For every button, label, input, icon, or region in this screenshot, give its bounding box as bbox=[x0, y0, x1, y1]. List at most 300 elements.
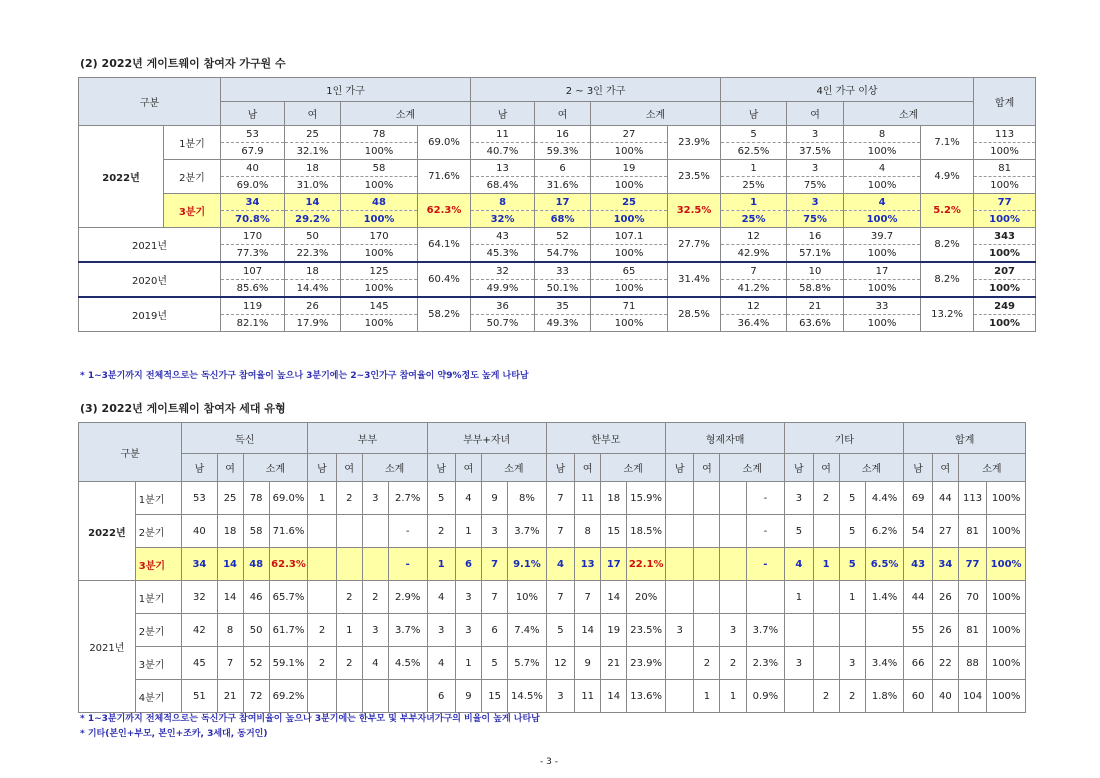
value-cell bbox=[362, 680, 388, 713]
header-male: 남 bbox=[427, 454, 455, 482]
section2-title: (2) 2022년 게이트웨이 참여자 가구원 수 bbox=[80, 57, 286, 70]
count-cell: 36 bbox=[471, 297, 535, 315]
count-cell: 113 bbox=[974, 126, 1036, 143]
value-cell: 5 bbox=[839, 548, 865, 581]
value-cell: 58 bbox=[243, 515, 269, 548]
household-type-table bbox=[78, 422, 1026, 713]
percent-cell: 59.3% bbox=[535, 143, 591, 160]
table-row bbox=[79, 315, 1036, 332]
percent-cell: 49.9% bbox=[471, 280, 535, 298]
header-group: 부부+자녀 bbox=[427, 423, 546, 454]
value-cell: 1 bbox=[308, 482, 336, 515]
value-cell: 22.1% bbox=[627, 548, 666, 581]
value-cell: 59.1% bbox=[269, 647, 308, 680]
value-cell bbox=[813, 614, 839, 647]
note-household-type: * 1~3분기까지 전체적으로는 독신가구 참여비율이 높으나 3분기에는 한부모 및 부부자녀가구의 비율이 높게 나타남 bbox=[80, 714, 540, 724]
header-group: 형제자매 bbox=[665, 423, 784, 454]
value-cell: 100% bbox=[987, 614, 1026, 647]
count-cell: 32 bbox=[471, 262, 535, 280]
value-cell: 23.9% bbox=[627, 647, 666, 680]
value-cell: 1 bbox=[455, 647, 481, 680]
count-cell: 107 bbox=[221, 262, 285, 280]
value-cell: 5 bbox=[427, 482, 455, 515]
value-cell: 2 bbox=[336, 647, 362, 680]
table-row bbox=[79, 177, 1036, 194]
section3-title: (3) 2022년 게이트웨이 참여자 세대 유형 bbox=[80, 402, 286, 415]
header-female: 여 bbox=[455, 454, 481, 482]
count-cell: 35 bbox=[535, 297, 591, 315]
count-cell: 25 bbox=[285, 126, 341, 143]
share-cell: 13.2% bbox=[921, 297, 974, 332]
value-cell: 77 bbox=[958, 548, 986, 581]
value-cell: 100% bbox=[987, 581, 1026, 614]
value-cell: 100% bbox=[987, 647, 1026, 680]
count-cell: 7 bbox=[721, 262, 787, 280]
quarter-label: 1분기 bbox=[135, 482, 182, 515]
value-cell: 3 bbox=[839, 647, 865, 680]
value-cell: 3.7% bbox=[388, 614, 427, 647]
count-cell: 145 bbox=[341, 297, 418, 315]
value-cell: 8 bbox=[575, 515, 601, 548]
value-cell: - bbox=[746, 515, 785, 548]
value-cell: 7 bbox=[217, 647, 243, 680]
value-cell: 6.5% bbox=[865, 548, 904, 581]
count-cell: 34 bbox=[221, 194, 285, 211]
value-cell: 4 bbox=[362, 647, 388, 680]
header-male: 남 bbox=[665, 454, 693, 482]
count-cell: 4 bbox=[844, 160, 921, 177]
value-cell: 2 bbox=[308, 647, 336, 680]
share-cell: 5.2% bbox=[921, 194, 974, 228]
value-cell: 5 bbox=[546, 614, 574, 647]
header-female: 여 bbox=[932, 454, 958, 482]
percent-cell: 29.2% bbox=[285, 211, 341, 228]
header-subtotal: 소계 bbox=[839, 454, 904, 482]
value-cell: 18 bbox=[217, 515, 243, 548]
percent-cell: 17.9% bbox=[285, 315, 341, 332]
share-cell: 23.9% bbox=[668, 126, 721, 160]
percent-cell: 100% bbox=[341, 315, 418, 332]
table-row bbox=[79, 160, 1036, 177]
page-number: - 3 - bbox=[540, 757, 558, 767]
header-female: 여 bbox=[575, 454, 601, 482]
value-cell bbox=[694, 515, 720, 548]
value-cell: 9 bbox=[575, 647, 601, 680]
value-cell: 72 bbox=[243, 680, 269, 713]
value-cell: 40 bbox=[182, 515, 217, 548]
header-subtotal: 소계 bbox=[362, 454, 427, 482]
count-cell: 170 bbox=[221, 228, 285, 245]
value-cell: 2.3% bbox=[746, 647, 785, 680]
value-cell: 60 bbox=[904, 680, 932, 713]
percent-cell: 100% bbox=[844, 245, 921, 263]
count-cell: 3 bbox=[787, 126, 844, 143]
header-female: 여 bbox=[787, 102, 844, 126]
share-cell: 64.1% bbox=[418, 228, 471, 263]
value-cell: 15 bbox=[482, 680, 508, 713]
count-cell: 71 bbox=[591, 297, 668, 315]
value-cell: 54 bbox=[904, 515, 932, 548]
value-cell: 69.2% bbox=[269, 680, 308, 713]
value-cell: 14.5% bbox=[508, 680, 547, 713]
value-cell: 3.7% bbox=[508, 515, 547, 548]
percent-cell: 37.5% bbox=[787, 143, 844, 160]
year-label: 2020년 bbox=[79, 262, 221, 297]
value-cell: 3 bbox=[482, 515, 508, 548]
value-cell: 26 bbox=[932, 581, 958, 614]
year-label: 2021년 bbox=[79, 581, 136, 713]
value-cell: 14 bbox=[575, 614, 601, 647]
count-cell: 1 bbox=[721, 160, 787, 177]
percent-cell: 57.1% bbox=[787, 245, 844, 263]
value-cell bbox=[308, 515, 336, 548]
count-cell: 11 bbox=[471, 126, 535, 143]
percent-cell: 42.9% bbox=[721, 245, 787, 263]
value-cell bbox=[308, 548, 336, 581]
value-cell bbox=[785, 680, 813, 713]
percent-cell: 77.3% bbox=[221, 245, 285, 263]
count-cell: 25 bbox=[591, 194, 668, 211]
count-cell: 12 bbox=[721, 297, 787, 315]
value-cell: 21 bbox=[601, 647, 627, 680]
count-cell: 43 bbox=[471, 228, 535, 245]
value-cell: 1 bbox=[720, 680, 746, 713]
count-cell: 77 bbox=[974, 194, 1036, 211]
value-cell bbox=[813, 581, 839, 614]
percent-cell: 32% bbox=[471, 211, 535, 228]
value-cell: 7 bbox=[575, 581, 601, 614]
value-cell: 52 bbox=[243, 647, 269, 680]
percent-cell: 75% bbox=[787, 177, 844, 194]
header-group: 합계 bbox=[904, 423, 1026, 454]
share-cell: 4.9% bbox=[921, 160, 974, 194]
value-cell: 11 bbox=[575, 482, 601, 515]
percent-cell: 85.6% bbox=[221, 280, 285, 298]
value-cell: 5 bbox=[839, 482, 865, 515]
value-cell: 100% bbox=[987, 482, 1026, 515]
share-cell: 32.5% bbox=[668, 194, 721, 228]
table-row bbox=[79, 228, 1036, 245]
value-cell: 7.4% bbox=[508, 614, 547, 647]
value-cell: 15.9% bbox=[627, 482, 666, 515]
value-cell bbox=[785, 614, 813, 647]
value-cell bbox=[720, 581, 746, 614]
count-cell: 170 bbox=[341, 228, 418, 245]
count-cell: 39.7 bbox=[844, 228, 921, 245]
percent-cell: 100% bbox=[341, 245, 418, 263]
share-cell: 31.4% bbox=[668, 262, 721, 297]
value-cell bbox=[336, 548, 362, 581]
header-subtotal: 소계 bbox=[243, 454, 308, 482]
value-cell bbox=[308, 581, 336, 614]
value-cell: 8 bbox=[217, 614, 243, 647]
value-cell bbox=[694, 614, 720, 647]
year-label: 2022년 bbox=[79, 482, 136, 581]
count-cell: 26 bbox=[285, 297, 341, 315]
value-cell: 2 bbox=[813, 482, 839, 515]
count-cell: 21 bbox=[787, 297, 844, 315]
value-cell: 7 bbox=[482, 548, 508, 581]
count-cell: 119 bbox=[221, 297, 285, 315]
table-row bbox=[79, 548, 1026, 581]
value-cell bbox=[813, 647, 839, 680]
value-cell: 7 bbox=[546, 482, 574, 515]
value-cell: 4.5% bbox=[388, 647, 427, 680]
percent-cell: 45.3% bbox=[471, 245, 535, 263]
value-cell: 9 bbox=[455, 680, 481, 713]
value-cell: 6 bbox=[482, 614, 508, 647]
share-cell: 23.5% bbox=[668, 160, 721, 194]
value-cell: 2 bbox=[720, 647, 746, 680]
value-cell bbox=[813, 515, 839, 548]
value-cell bbox=[694, 482, 720, 515]
value-cell: - bbox=[746, 482, 785, 515]
header-group: 한부모 bbox=[546, 423, 665, 454]
note-household-size: * 1~3분기까지 전체적으로는 독신가구 참여율이 높으나 3분기에는 2~3인가구 참여율이 약9%정도 높게 나타남 bbox=[80, 371, 529, 381]
count-cell: 12 bbox=[721, 228, 787, 245]
share-cell: 58.2% bbox=[418, 297, 471, 332]
value-cell: 3 bbox=[720, 614, 746, 647]
header-group: 기타 bbox=[785, 423, 904, 454]
percent-cell: 62.5% bbox=[721, 143, 787, 160]
header-subtotal: 소계 bbox=[720, 454, 785, 482]
value-cell: 40 bbox=[932, 680, 958, 713]
count-cell: 78 bbox=[341, 126, 418, 143]
table-row bbox=[79, 614, 1026, 647]
value-cell bbox=[694, 548, 720, 581]
header-female: 여 bbox=[336, 454, 362, 482]
value-cell: 100% bbox=[987, 680, 1026, 713]
percent-cell: 49.3% bbox=[535, 315, 591, 332]
value-cell: 78 bbox=[243, 482, 269, 515]
quarter-label: 4분기 bbox=[135, 680, 182, 713]
value-cell bbox=[388, 680, 427, 713]
percent-cell: 100% bbox=[974, 280, 1036, 298]
value-cell bbox=[336, 515, 362, 548]
percent-cell: 75% bbox=[787, 211, 844, 228]
value-cell: 1 bbox=[694, 680, 720, 713]
count-cell: 10 bbox=[787, 262, 844, 280]
value-cell bbox=[308, 680, 336, 713]
header-subtotal: 소계 bbox=[844, 102, 974, 126]
value-cell: 7 bbox=[546, 581, 574, 614]
value-cell bbox=[746, 581, 785, 614]
value-cell: 1 bbox=[427, 548, 455, 581]
header-subtotal: 소계 bbox=[341, 102, 471, 126]
value-cell: 4 bbox=[785, 548, 813, 581]
percent-cell: 100% bbox=[341, 143, 418, 160]
value-cell bbox=[839, 614, 865, 647]
percent-cell: 100% bbox=[974, 245, 1036, 263]
header-female: 여 bbox=[285, 102, 341, 126]
value-cell: 81 bbox=[958, 515, 986, 548]
value-cell: 34 bbox=[932, 548, 958, 581]
year-label: 2022년 bbox=[79, 126, 164, 228]
value-cell: 2 bbox=[336, 482, 362, 515]
table-row bbox=[79, 245, 1036, 263]
table-row bbox=[79, 126, 1036, 143]
percent-cell: 63.6% bbox=[787, 315, 844, 332]
value-cell: 2 bbox=[427, 515, 455, 548]
percent-cell: 100% bbox=[974, 143, 1036, 160]
count-cell: 17 bbox=[844, 262, 921, 280]
header-group: 2 ~ 3인 가구 bbox=[471, 78, 721, 102]
count-cell: 16 bbox=[787, 228, 844, 245]
count-cell: 52 bbox=[535, 228, 591, 245]
year-label: 2019년 bbox=[79, 297, 221, 332]
share-cell: 8.2% bbox=[921, 228, 974, 263]
header-male: 남 bbox=[546, 454, 574, 482]
value-cell bbox=[694, 581, 720, 614]
count-cell: 3 bbox=[787, 194, 844, 211]
count-cell: 3 bbox=[787, 160, 844, 177]
percent-cell: 100% bbox=[844, 280, 921, 298]
value-cell: 14 bbox=[601, 581, 627, 614]
percent-cell: 41.2% bbox=[721, 280, 787, 298]
value-cell: 2 bbox=[336, 581, 362, 614]
table-row bbox=[79, 194, 1036, 211]
header-male: 남 bbox=[308, 454, 336, 482]
percent-cell: 100% bbox=[844, 315, 921, 332]
count-cell: 107.1 bbox=[591, 228, 668, 245]
value-cell: 113 bbox=[958, 482, 986, 515]
count-cell: 5 bbox=[721, 126, 787, 143]
header-male: 남 bbox=[182, 454, 217, 482]
count-cell: 53 bbox=[221, 126, 285, 143]
value-cell: 8% bbox=[508, 482, 547, 515]
quarter-label: 1분기 bbox=[164, 126, 221, 160]
percent-cell: 68% bbox=[535, 211, 591, 228]
value-cell: 62.3% bbox=[269, 548, 308, 581]
value-cell bbox=[362, 548, 388, 581]
value-cell: 14 bbox=[217, 548, 243, 581]
value-cell: 2 bbox=[308, 614, 336, 647]
value-cell: 88 bbox=[958, 647, 986, 680]
value-cell: 5 bbox=[839, 515, 865, 548]
value-cell: 3.7% bbox=[746, 614, 785, 647]
header-female: 여 bbox=[535, 102, 591, 126]
percent-cell: 100% bbox=[341, 280, 418, 298]
value-cell: 1 bbox=[813, 548, 839, 581]
value-cell bbox=[720, 548, 746, 581]
value-cell: 1 bbox=[785, 581, 813, 614]
value-cell: 3 bbox=[455, 614, 481, 647]
count-cell: 17 bbox=[535, 194, 591, 211]
value-cell: 5.7% bbox=[508, 647, 547, 680]
value-cell bbox=[865, 614, 904, 647]
value-cell bbox=[720, 482, 746, 515]
header-subtotal: 소계 bbox=[591, 102, 721, 126]
value-cell: 4 bbox=[427, 647, 455, 680]
value-cell: 61.7% bbox=[269, 614, 308, 647]
table-row bbox=[79, 143, 1036, 160]
value-cell: 69 bbox=[904, 482, 932, 515]
value-cell: 17 bbox=[601, 548, 627, 581]
value-cell: 25 bbox=[217, 482, 243, 515]
percent-cell: 100% bbox=[974, 211, 1036, 228]
value-cell: 3.4% bbox=[865, 647, 904, 680]
header-group: 4인 가구 이상 bbox=[721, 78, 974, 102]
count-cell: 65 bbox=[591, 262, 668, 280]
percent-cell: 25% bbox=[721, 177, 787, 194]
value-cell: 22 bbox=[932, 647, 958, 680]
header-male: 남 bbox=[721, 102, 787, 126]
table-row bbox=[79, 262, 1036, 280]
value-cell: 20% bbox=[627, 581, 666, 614]
header-male: 남 bbox=[904, 454, 932, 482]
header-total: 합계 bbox=[974, 78, 1036, 126]
value-cell: 55 bbox=[904, 614, 932, 647]
value-cell: 5 bbox=[785, 515, 813, 548]
value-cell: 0.9% bbox=[746, 680, 785, 713]
share-cell: 8.2% bbox=[921, 262, 974, 297]
value-cell: 69.0% bbox=[269, 482, 308, 515]
share-cell: 62.3% bbox=[418, 194, 471, 228]
header-male: 남 bbox=[471, 102, 535, 126]
value-cell: 3 bbox=[665, 614, 693, 647]
value-cell: 19 bbox=[601, 614, 627, 647]
value-cell: 100% bbox=[987, 548, 1026, 581]
percent-cell: 50.1% bbox=[535, 280, 591, 298]
percent-cell: 100% bbox=[591, 177, 668, 194]
count-cell: 18 bbox=[285, 160, 341, 177]
value-cell bbox=[665, 581, 693, 614]
value-cell bbox=[336, 680, 362, 713]
value-cell: 13 bbox=[575, 548, 601, 581]
value-cell bbox=[362, 515, 388, 548]
value-cell: 3 bbox=[785, 482, 813, 515]
count-cell: 8 bbox=[471, 194, 535, 211]
percent-cell: 100% bbox=[341, 211, 418, 228]
percent-cell: 100% bbox=[591, 315, 668, 332]
table-row bbox=[79, 515, 1026, 548]
count-cell: 16 bbox=[535, 126, 591, 143]
value-cell: - bbox=[388, 548, 427, 581]
share-cell: 71.6% bbox=[418, 160, 471, 194]
value-cell: 1 bbox=[839, 581, 865, 614]
value-cell: 4.4% bbox=[865, 482, 904, 515]
quarter-label: 2분기 bbox=[135, 515, 182, 548]
count-cell: 1 bbox=[721, 194, 787, 211]
share-cell: 7.1% bbox=[921, 126, 974, 160]
percent-cell: 82.1% bbox=[221, 315, 285, 332]
percent-cell: 36.4% bbox=[721, 315, 787, 332]
percent-cell: 68.4% bbox=[471, 177, 535, 194]
percent-cell: 100% bbox=[974, 177, 1036, 194]
value-cell: 3 bbox=[546, 680, 574, 713]
value-cell: 34 bbox=[182, 548, 217, 581]
value-cell: 65.7% bbox=[269, 581, 308, 614]
count-cell: 58 bbox=[341, 160, 418, 177]
count-cell: 81 bbox=[974, 160, 1036, 177]
value-cell: 42 bbox=[182, 614, 217, 647]
count-cell: 8 bbox=[844, 126, 921, 143]
count-cell: 13 bbox=[471, 160, 535, 177]
count-cell: 40 bbox=[221, 160, 285, 177]
value-cell: 2 bbox=[813, 680, 839, 713]
header-subtotal: 소계 bbox=[482, 454, 547, 482]
value-cell: 7 bbox=[546, 515, 574, 548]
value-cell: 43 bbox=[904, 548, 932, 581]
percent-cell: 40.7% bbox=[471, 143, 535, 160]
table-row bbox=[79, 482, 1026, 515]
percent-cell: 22.3% bbox=[285, 245, 341, 263]
count-cell: 33 bbox=[844, 297, 921, 315]
count-cell: 50 bbox=[285, 228, 341, 245]
household-size-table bbox=[78, 77, 1036, 332]
value-cell: 70 bbox=[958, 581, 986, 614]
value-cell: 1 bbox=[336, 614, 362, 647]
